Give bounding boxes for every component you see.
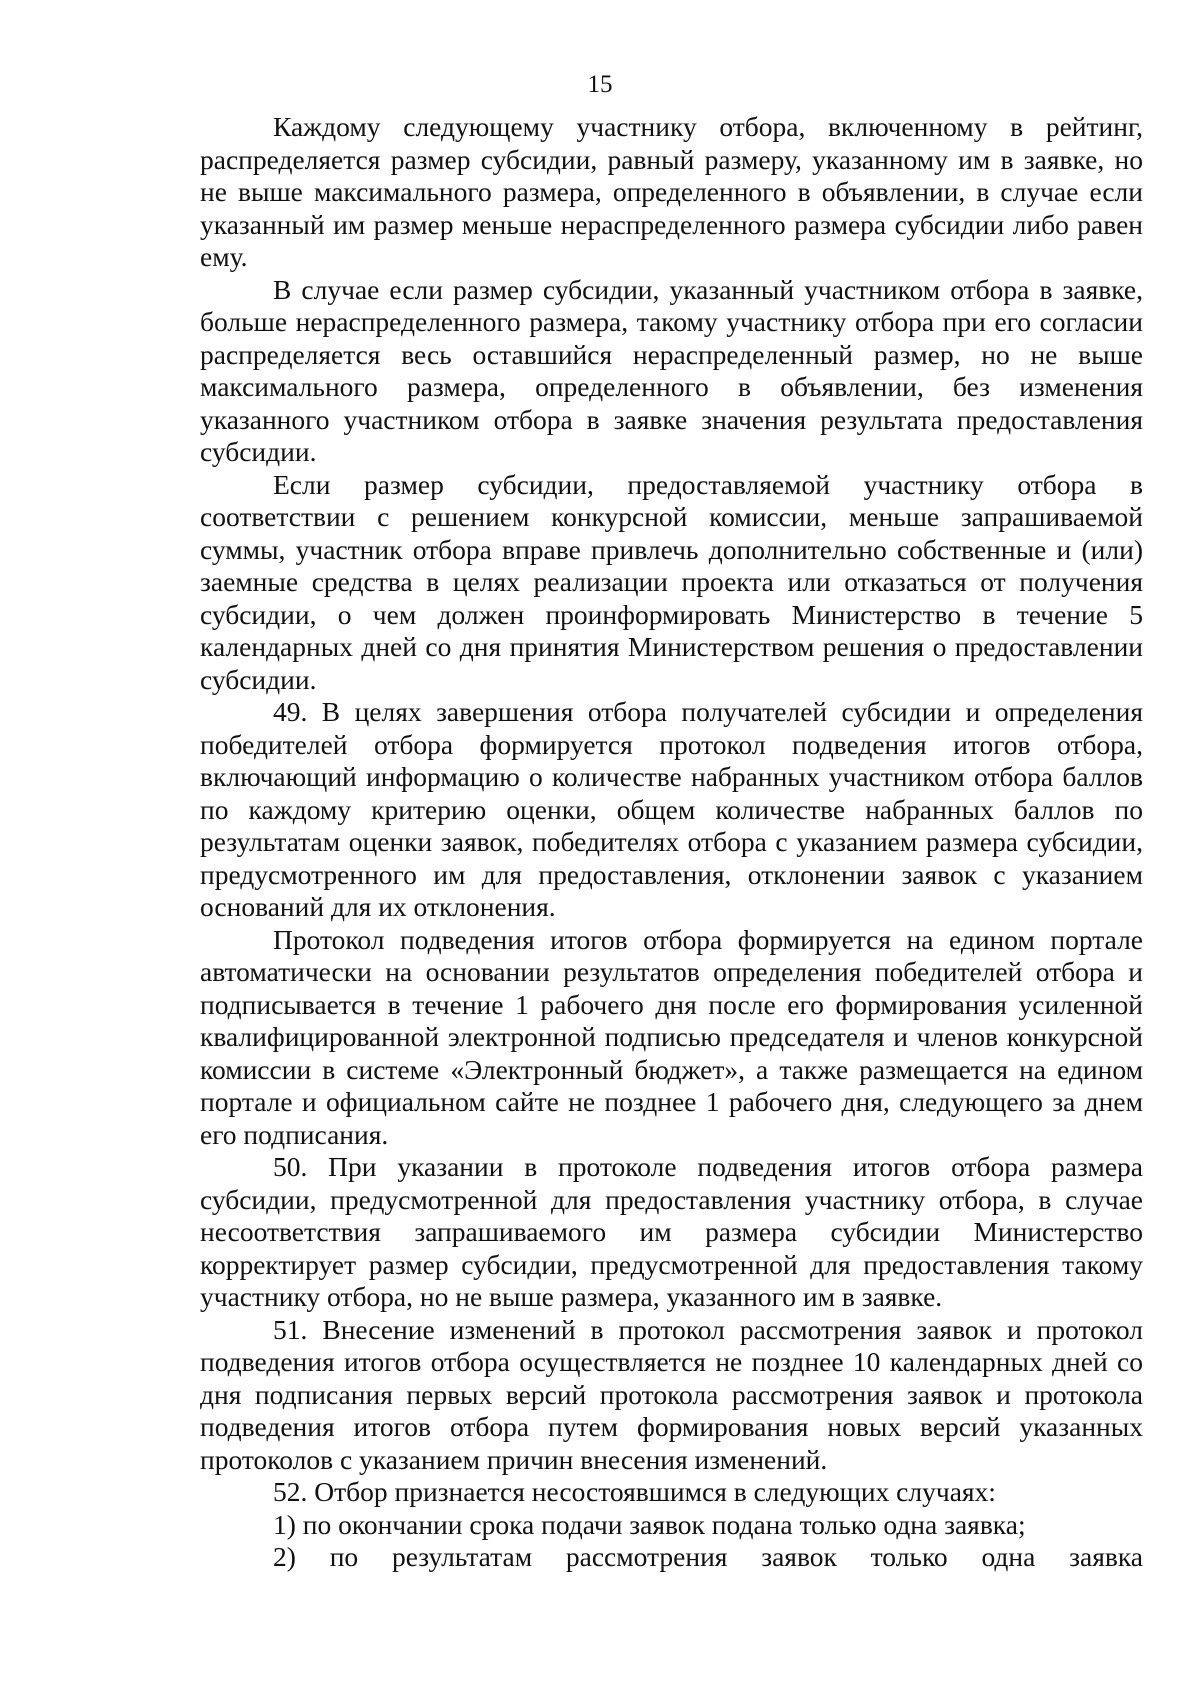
paragraph-52-selection-failed: 52. Отбор признается несостоявшимся в следующих случаях: <box>273 1476 996 1507</box>
paragraph-subsidy-less-than-requested: Если размер субсидии, предоставляемой участнику отбора в соответствии с решением конкурсной комиссии, меньше запрашиваемой суммы, участник отбора вправе привлечь дополнительно собственные и (или) заемные средства в целях реализации проекта или отказаться от получения субсидии, о чем должен проинформировать Министерство в течение 5 календарных дней со дня принятия Министерством решения о предоставлении субсидии. <box>200 468 1143 695</box>
paragraph-51-protocol-changes: 51. Внесение изменений в протокол рассмотрения заявок и протокол подведения итогов отбора осуществляется не позднее 10 календарных дней со дня подписания первых версий протокола рассмотрения заявок и протокола подведения итогов отбора путем формирования новых версий указанных протоколов с указанием причин внесения изменений. <box>200 1313 1143 1475</box>
paragraph-protocol-signing: Протокол подведения итогов отбора формируется на едином портале автоматически на основании результатов определения победителей отбора и подписывается в течение 1 рабочего дня после его формирования усиленной квалифицированной электронной подписью председателя и членов конкурсной комиссии в системе «Электронный бюджет», а также размещается на едином портале и официальном сайте не позднее 1 рабочего дня, следующего за днем его подписания. <box>200 923 1143 1150</box>
page-number: 15 <box>587 71 613 98</box>
paragraph-50-subsidy-correction: 50. При указании в протоколе подведения итогов отбора размера субсидии, предусмотренной для предоставления участнику отбора, в случае несоответствия запрашиваемого им размера субсидии Министерство корректирует размер субсидии, предусмотренной для предоставления такому участнику отбора, но не выше размера, указанного им в заявке. <box>200 1151 1143 1312</box>
paragraph-subsidy-exceeds-remainder: В случае если размер субсидии, указанный участником отбора в заявке, больше нераспределенного размера, такому участнику отбора при его согласии распределяется весь оставшийся нераспределенный размер, но не выше максимального размера, определенного в объявлении, без изменения указанного участником отбора в заявке значения результата предоставления субсидии. <box>200 273 1143 467</box>
list-item-1-single-application: 1) по окончании срока подачи заявок подана только одна заявка; <box>273 1508 1026 1540</box>
paragraph-49-results-protocol: 49. В целях завершения отбора получателей субсидии и определения победителей отбора формируется протокол подведения итогов отбора, включающий информацию о количестве набранных участником отбора баллов по каждому критерию оценки, общем количестве набранных баллов по результатам оценки заявок, победителях отбора с указанием размера субсидии, предусмотренного им для предоставления, отклонении заявок с указанием оснований для их отклонения. <box>200 696 1143 922</box>
document-body <box>200 111 1143 1574</box>
paragraph-subsidy-distribution-next: Каждому следующему участнику отбора, включенному в рейтинг, распределяется размер субсидии, равный размеру, указанному им в заявке, но не выше максимального размера, определенного в объявлении, в случае если указанный им размер меньше нераспределенного размера субсидии либо равен ему. <box>200 111 1143 272</box>
list-item-2-review-results: 2) по результатам рассмотрения заявок только одна заявка <box>273 1541 1143 1572</box>
